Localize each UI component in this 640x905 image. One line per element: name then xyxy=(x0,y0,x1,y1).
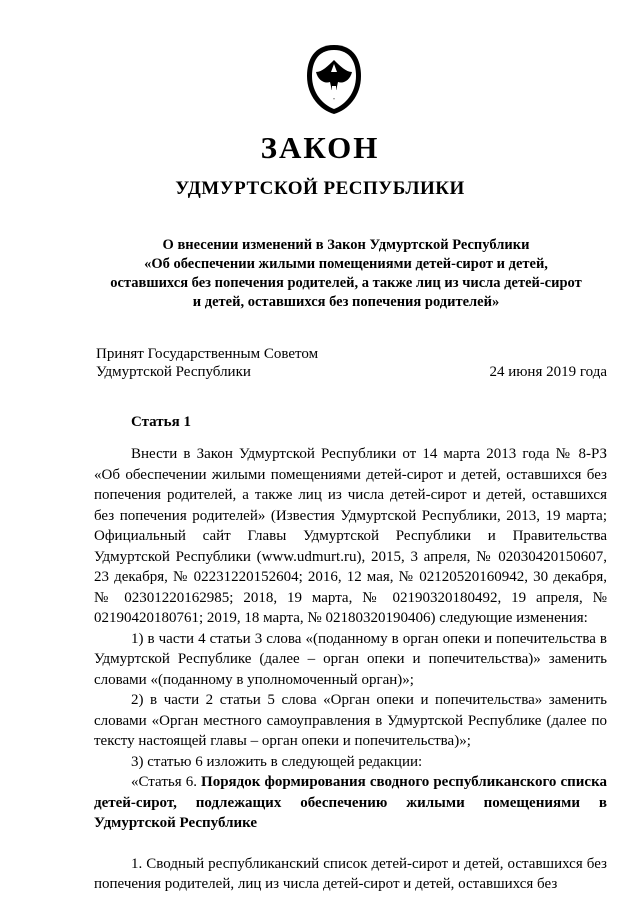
heading-line: О внесении изменений в Закон Удмуртской Республики xyxy=(162,237,530,253)
document-title: ЗАКОН xyxy=(260,130,380,165)
adoption-date: 24 июня 2019 года xyxy=(489,364,607,380)
amendment-item: 1) в части 4 статьи 3 слова «(поданному в орган опеки и попечительства в Удмуртской Республике (далее – орган опеки и попечительства)» заменить словами «(поданному в уполномоченный орган)»; xyxy=(94,630,607,688)
article-6-prefix: «Статья 6. xyxy=(131,774,202,790)
article-6-paragraph: 1. Сводный республиканский список детей-сирот и детей, оставшихся без попечения родителей, лиц из числа детей-сирот и детей, оставшихся без xyxy=(94,855,607,892)
coat-of-arms-emblem xyxy=(304,42,364,116)
amendment-item: 3) статью 6 изложить в следующей редакции: xyxy=(131,753,423,770)
document-subtitle: УДМУРТСКОЙ РЕСПУБЛИКИ xyxy=(175,178,465,199)
heading-line: и детей, оставшихся без попечения родителей» xyxy=(192,294,500,310)
article-title: Статья 1 xyxy=(131,414,191,430)
adoption-line: Принят Государственным Советом xyxy=(96,346,319,362)
adoption-line: Удмуртской Республики xyxy=(96,364,251,380)
article-body xyxy=(94,444,607,895)
article-6-heading xyxy=(94,772,607,834)
article-intro: Внести в Закон Удмуртской Республики от 14 марта 2013 года № 8-РЗ «Об обеспечении жилыми помещениями детей-сирот и детей, оставшихся без попечения родителей, а также лиц из числа детей-сирот и детей, оставшихся без попечения родителей» (Известия Удмуртской Республики, 2013, 19 марта; Официальный сайт Главы Удмуртской Республики и Правительства Удмуртской Республики (www.udmurt.ru), 2015, 3 апреля, № 02030420150607, 23 декабря, № 02231220152604; 2016, 12 мая, № 02120520160942, 30 декабря, № 02301220162985; 2018, 19 марта, № 02190320180492, 19 апреля, № 02190420180761; 2019, 18 марта, № 02180320190406) следующие изменения: xyxy=(94,446,607,626)
amendment-item: 2) в части 2 статьи 5 слова «Орган опеки и попечительства» заменить словами «Орган местного самоуправления в Удмуртской Республике (далее по тексту настоящей главы – орган опеки и попечительства)»; xyxy=(94,692,607,749)
heading-line: оставшихся без попечения родителей, а также лиц из числа детей-сирот xyxy=(110,275,582,291)
heading-line: «Об обеспечении жилыми помещениями детей-сирот и детей, xyxy=(144,256,548,272)
law-heading xyxy=(96,236,596,312)
article-6-title: Порядок формирования сводного республиканского списка детей-сирот, подлежащих обеспечению жилыми помещениями в Удмуртской Республике xyxy=(94,774,607,831)
adoption-block xyxy=(96,345,318,381)
